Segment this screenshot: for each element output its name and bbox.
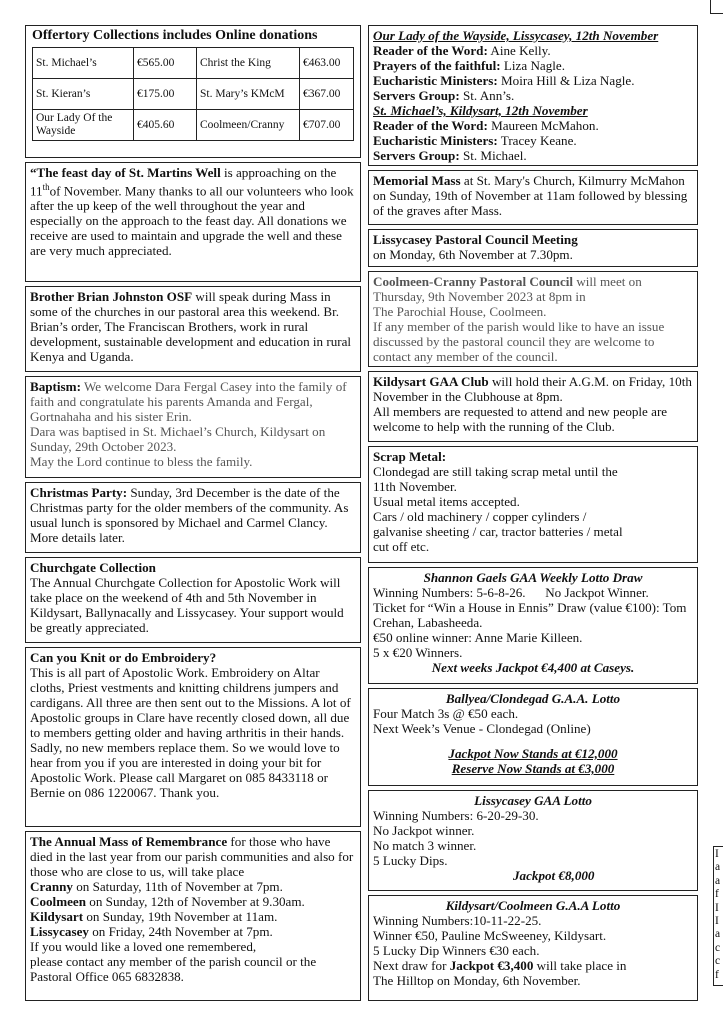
remembrance-title: The Annual Mass of Remembrance bbox=[30, 834, 228, 849]
memorial-title: Memorial Mass bbox=[373, 173, 461, 188]
kc-lotto-box: Kildysart/Coolmeen G.A.A Lotto Winning Numbers:10-11-22-25. Winner €50, Pauline McSweeney, Kildysart. 5 Lucky Dip Winners €30 each. Next draw for Jackpot €3,400 will take place in The Hilltop on Monday, 6th November. bbox=[368, 895, 698, 1001]
offertory-table bbox=[32, 47, 354, 141]
list-item: Coolmeen on Sunday, 12th of November at 9.30am. bbox=[30, 894, 305, 909]
baptism-line: Dara was baptised in St. Michael’s Church, Kildysart on Sunday, 29th October 2023. bbox=[30, 424, 326, 454]
brother-brian-text: Brother Brian Johnston OSF will speak during Mass in some of the churches in our pastoral area this weekend. Br. Brian’s order, The Franciscan Brothers, work in rural development, sustainable development and education in rural Kenya and Uganda. bbox=[30, 289, 352, 364]
christmas-title: Christmas Party: bbox=[30, 485, 128, 500]
churchgate-title: Churchgate Collection bbox=[30, 560, 156, 575]
scrap-line: Clondegad are still taking scrap metal until the 11th November. bbox=[373, 464, 618, 494]
parish-name: St. Michael’s bbox=[33, 48, 134, 79]
ministers-box: Our Lady of the Wayside, Lissycasey, 12th November Reader of the Word: Aine Kelly. Prayers of the faithful: Liza Nagle. Eucharistic Ministers: Moira Hill & Liza Nagle. Servers Group: St. Ann’s. St. Michael’s, Kildysart, 12th November Reader of the Word: Maureen McMahon. Eucharistic Ministers: Tracey Keane. Servers Group: St. Michael. bbox=[368, 25, 698, 166]
kildysart-gaa-box: Kildysart GAA Club will hold their A.G.M. on Friday, 10th November in the Clubhouse at 8pm. All members are requested to attend and new people are welcome to help with the running of the Club. bbox=[368, 371, 698, 442]
churchgate-text: The Annual Churchgate Collection for Apostolic Work will take place on the weekend of 4th and 5th November in Kildysart, Ballynacally and Lissycasey. Your support would be greatly appreciated. bbox=[30, 575, 344, 635]
scrap-line: Usual metal items accepted. bbox=[373, 494, 520, 509]
offertory-title: Offertory Collections includes Online donations bbox=[32, 28, 318, 43]
baptism-line: May the Lord continue to bless the family. bbox=[30, 454, 253, 469]
cropped-text: I a a f I I a c c f bbox=[715, 848, 721, 981]
lissy-council-box bbox=[368, 229, 698, 267]
ballyea-lotto-title: Ballyea/Clondegad G.A.A. Lotto bbox=[445, 691, 621, 706]
amount: €175.00 bbox=[134, 79, 197, 110]
list-item: Lissycasey on Friday, 24th November at 7pm. bbox=[30, 924, 273, 939]
scrap-title: Scrap Metal: bbox=[373, 449, 447, 464]
kildysart-gaa-title: Kildysart GAA Club bbox=[373, 374, 489, 389]
st-martins-title: “The feast day of St. Martins Well bbox=[30, 165, 221, 180]
memorial-box bbox=[368, 170, 698, 225]
coolmeen-council-title: Coolmeen-Cranny Pastoral Council bbox=[373, 274, 574, 289]
baptism-text: Baptism: We welcome Dara Fergal Casey into the family of faith and congratulate his parents Amanda and Fergal, Gortnahaha and his sister Erin. bbox=[30, 379, 347, 424]
knit-text: This is all part of Apostolic Work. Embroidery on Altar cloths, Priest vestments and knitting childrens jumpers and cardigans. All three are then sent out to the Missions. A lot of Apostolic groups in Clare have recently closed down, all due to members getting older and having arthritis in their hands. Sadly, no new members replace them. So we would love to hear from you if you are interested in doing your bit for Apostolic Work. Please call Margaret on 085 8433118 or bbox=[30, 665, 351, 785]
lissy-lotto-jackpot: Jackpot €8,000 bbox=[513, 868, 595, 883]
baptism-title: Baptism: bbox=[30, 379, 81, 394]
parish-name: Christ the King bbox=[197, 48, 300, 79]
ballyea-jackpot: Jackpot Now Stands at €12,000 bbox=[448, 746, 618, 761]
amount: €707.00 bbox=[300, 110, 354, 141]
offertory-box bbox=[25, 25, 361, 158]
lissy-lotto-box: Lissycasey GAA Lotto Winning Numbers: 6-20-29-30. No Jackpot winner. No match 3 winner. 5 Lucky Dips. Jackpot €8,000 bbox=[368, 790, 698, 891]
shannon-lotto-box: Shannon Gaels GAA Weekly Lotto Draw Winning Numbers: 5-6-8-26. No Jackpot Winner. Ticket for “Win a House in Ennis” Draw (value €100): Tom Crehan, Labasheeda. €50 online winner: Anne Marie Killeen. 5 x €20 Winners. Next weeks Jackpot €4,400 at Caseys. bbox=[368, 567, 698, 684]
baptism-box bbox=[25, 376, 361, 478]
scrap-box bbox=[368, 446, 698, 563]
knit-title: Can you Knit or do Embroidery? bbox=[30, 650, 217, 665]
churchgate-box bbox=[25, 557, 361, 643]
remembrance-box bbox=[25, 831, 361, 1001]
ballyea-reserve: Reserve Now Stands at €3,000 bbox=[451, 761, 615, 776]
parish-name: Our Lady Of the Wayside bbox=[33, 110, 134, 141]
brother-brian-box bbox=[25, 286, 361, 372]
parish-name: St. Kieran’s bbox=[33, 79, 134, 110]
lissy-council-title: Lissycasey Pastoral Council Meeting bbox=[373, 232, 578, 247]
ballyea-lotto-box: Ballyea/Clondegad G.A.A. Lotto Four Match 3s @ €50 each. Next Week’s Venue - Clondegad (Online) Jackpot Now Stands at €12,000 Reserve Now Stands at €3,000 bbox=[368, 688, 698, 786]
st-martins-box bbox=[25, 162, 361, 282]
coolmeen-council-text: Coolmeen-Cranny Pastoral Council will meet on Thursday, 9th November 2023 at 8pm in bbox=[373, 274, 642, 304]
st-martins-text: “The feast day of St. Martins Well is approaching on the 11thof November. Many thanks to all our volunteers who look after the up keep of the well throughout the year and especially on the approach to the feast day. All donations we receive are used to maintain and upgrade the well and these are very much appreciated. bbox=[30, 165, 354, 259]
list-item: Cranny on Saturday, 11th of November at 7pm. bbox=[30, 879, 283, 894]
list-item: Kildysart on Sunday, 19th November at 11am. bbox=[30, 909, 278, 924]
kildysart-gaa-text: Kildysart GAA Club will hold their A.G.M. on Friday, 10th November in the Clubhouse at 8pm. bbox=[373, 374, 692, 404]
table-row bbox=[33, 110, 354, 141]
ministers-heading: St. Michael’s, Kildysart, 12th November bbox=[373, 103, 588, 118]
parish-name: St. Mary’s KMcM bbox=[197, 79, 300, 110]
table-row bbox=[33, 48, 354, 79]
amount: €463.00 bbox=[300, 48, 354, 79]
coolmeen-council-box: Coolmeen-Cranny Pastoral Council will meet on Thursday, 9th November 2023 at 8pm in The Parochial House, Coolmeen. If any member of the parish would like to have an issue discussed by the pastoral council they are welcome to contact any member of the council. bbox=[368, 271, 698, 367]
memorial-text: Memorial Mass at St. Mary's Church, Kilmurry McMahon on Sunday, 19th of November at 11am followed by blessing of the graves after Mass. bbox=[373, 173, 688, 218]
knit-text: Bernie on 086 1220067. Thank you. bbox=[30, 785, 220, 800]
shannon-lotto-jackpot: Next weeks Jackpot €4,400 at Caseys. bbox=[431, 660, 635, 675]
lissy-council-text: on Monday, 6th November at 7.30pm. bbox=[373, 247, 573, 262]
kc-lotto-title: Kildysart/Coolmeen G.A.A Lotto bbox=[445, 898, 621, 913]
amount: €405.60 bbox=[134, 110, 197, 141]
remembrance-line: If you would like a loved one remembered, bbox=[30, 939, 257, 954]
ministers-heading: Our Lady of the Wayside, Lissycasey, 12th November bbox=[373, 28, 659, 43]
scrap-line: Cars / old machinery / copper cylinders / galvanise sheeting / car, tractor batteries / metal cut off etc. bbox=[373, 509, 623, 554]
amount: €565.00 bbox=[134, 48, 197, 79]
brother-brian-title: Brother Brian Johnston OSF bbox=[30, 289, 193, 304]
knit-box bbox=[25, 647, 361, 827]
amount: €367.00 bbox=[300, 79, 354, 110]
cropped-box-top bbox=[710, 0, 723, 14]
shannon-lotto-title: Shannon Gaels GAA Weekly Lotto Draw bbox=[423, 570, 643, 585]
remembrance-line: please contact any member of the parish council or the Pastoral Office 065 6832838. bbox=[30, 954, 317, 984]
christmas-box bbox=[25, 482, 361, 553]
remembrance-text: The Annual Mass of Remembrance for those who have died in the last year from our parish communities and also for those who are close to us, will take place bbox=[30, 834, 354, 879]
christmas-text: Christmas Party: Sunday, 3rd December is the date of the Christmas party for the older members of the community. As usual lunch is sponsored by Michael and Carmel Clancy. More details later. bbox=[30, 485, 349, 545]
parish-name: Coolmeen/Cranny bbox=[197, 110, 300, 141]
lissy-lotto-title: Lissycasey GAA Lotto bbox=[474, 793, 592, 808]
table-row bbox=[33, 79, 354, 110]
